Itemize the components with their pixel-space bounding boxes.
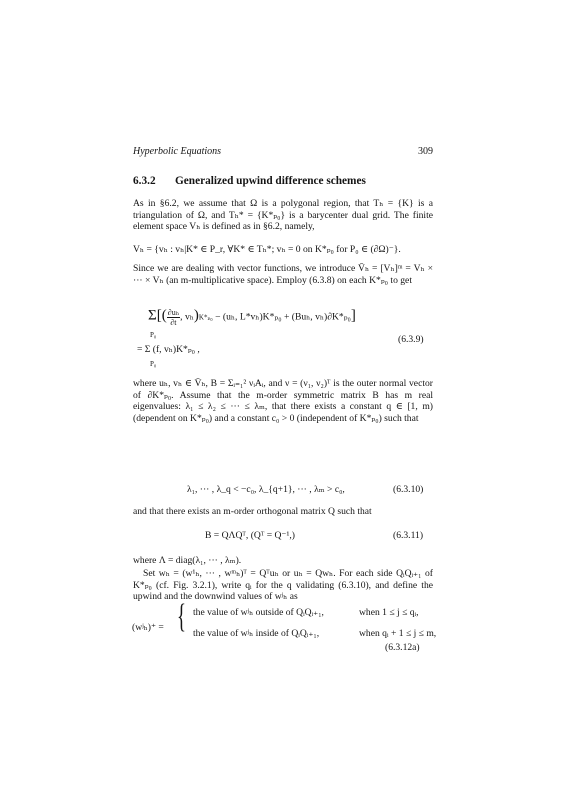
paragraph-vector-functions: Since we are dealing with vector functions, we introduce V̄ₕ = [Vₕ]ᵐ = Vₕ × ··· × Vₕ (an m-multiplicative space). Employ (6.3.8) on each K*ₚ₀ to get xyxy=(133,263,433,286)
inner-product-vh: , vₕ xyxy=(180,311,194,323)
sum-symbol: Σ xyxy=(148,307,157,324)
paragraph-lambda-diag: where Λ = diag(λ₁, ··· , λₘ). xyxy=(133,555,242,566)
running-title: Hyperbolic Equations xyxy=(133,146,222,157)
page-number: 309 xyxy=(418,146,433,157)
equation-6-3-9-line2: = Σ (f, vₕ)K*ₚ₀ , xyxy=(137,344,200,355)
partial-derivative-fraction xyxy=(167,308,180,327)
fraction-denominator: ∂t xyxy=(170,318,177,327)
right-paren: ) xyxy=(193,307,199,324)
paragraph-orthogonal-matrix: and that there exists an m-order orthogonal matrix Q such that xyxy=(133,506,372,517)
equation-label-6-3-10: (6.3.10) xyxy=(393,484,424,495)
equation-6-3-12a-cond1: when 1 ≤ j ≤ qᵢ, xyxy=(359,607,419,618)
equation-label-6-3-12a: (6.3.12a) xyxy=(385,642,420,653)
paragraph-eigenvalues: where uₕ, vₕ ∈ V̄ₕ, B = Σᵢ₌₁² νᵢAᵢ, and ν = (ν₁, ν₂)ᵀ is the outer normal vector of ∂K*ₚ₀. Assume that the m-order symmetric matrix B has m real eigenvalues: λ₁ ≤ λ₂ ≤ ··· ≤ λₘ, that there exists a constant q ∈ [1, m) (dependent on K*ₚ₀) and a constant c₀ > 0 (independent of K*ₚ₀) such that xyxy=(133,378,433,424)
right-bracket: ] xyxy=(350,307,356,324)
equation-6-3-12a-lhs: (wʲₕ)⁺ = xyxy=(132,622,164,633)
left-bracket: [( xyxy=(156,307,167,324)
paragraph-upwind-definition: Set wₕ = (w¹ₕ, ··· , wᵐₕ)ᵀ = Qᵀuₕ or uₕ = Qwₕ. For each side QᵢQᵢ₊₁ of K*ₚ₀ (cf. Fig. 3.2.1), write qᵢ for the q validating (6.3.10), and define the upwind and the downwind values of wʲₕ as xyxy=(133,568,433,603)
equation-6-3-9-terms: − (uₕ, L*vₕ)K*ₚ₀ + (Buₕ, vₕ)∂K*ₚ₀ xyxy=(215,311,351,323)
equation-label-6-3-11: (6.3.11) xyxy=(393,530,424,541)
equation-6-3-12a-case2: the value of wʲₕ inside of QᵢQᵢ₊₁, xyxy=(193,628,320,639)
subscript-k: K*ₚ₀ xyxy=(198,313,213,322)
sum-index-2: P₀ xyxy=(150,360,157,368)
equation-6-3-11: B = QΛQᵀ, (Qᵀ = Q⁻¹,) xyxy=(205,530,295,541)
section-heading xyxy=(133,176,433,188)
equation-label-6-3-9: (6.3.9) xyxy=(398,334,424,345)
section-number: 6.3.2 xyxy=(133,175,156,187)
running-header xyxy=(133,146,433,160)
equation-6-3-12a-cond2: when qᵢ + 1 ≤ j ≤ m, xyxy=(359,628,437,639)
fraction-numerator: ∂uₕ xyxy=(167,308,180,317)
equation-vh-definition: Vₕ = {vₕ : vₕ|K* ∈ P_r, ∀K* ∈ Tₕ*; vₕ = 0 on K*ₚ₀ for P₀ ∈ (∂Ω)⁻}. xyxy=(133,244,401,255)
sum-index-1: P₀ xyxy=(150,331,157,339)
equation-6-3-12a-case1: the value of wʲₕ outside of QᵢQᵢ₊₁, xyxy=(193,607,324,618)
paragraph-intro: As in §6.2, we assume that Ω is a polygonal region, that Tₕ = {K} is a triangulation of Ω, and Tₕ* = {K*ₚ₀} is a barycenter dual grid. The finite element space Vₕ is defined as in §6.2, namely, xyxy=(133,198,433,233)
equation-6-3-10: λ₁, ··· , λ_q < −c₀, λ_{q+1}, ··· , λₘ > c₀, xyxy=(187,484,345,495)
section-title: Generalized upwind difference schemes xyxy=(175,175,366,187)
equation-6-3-9-line1 xyxy=(148,308,356,327)
left-brace: { xyxy=(177,598,186,635)
